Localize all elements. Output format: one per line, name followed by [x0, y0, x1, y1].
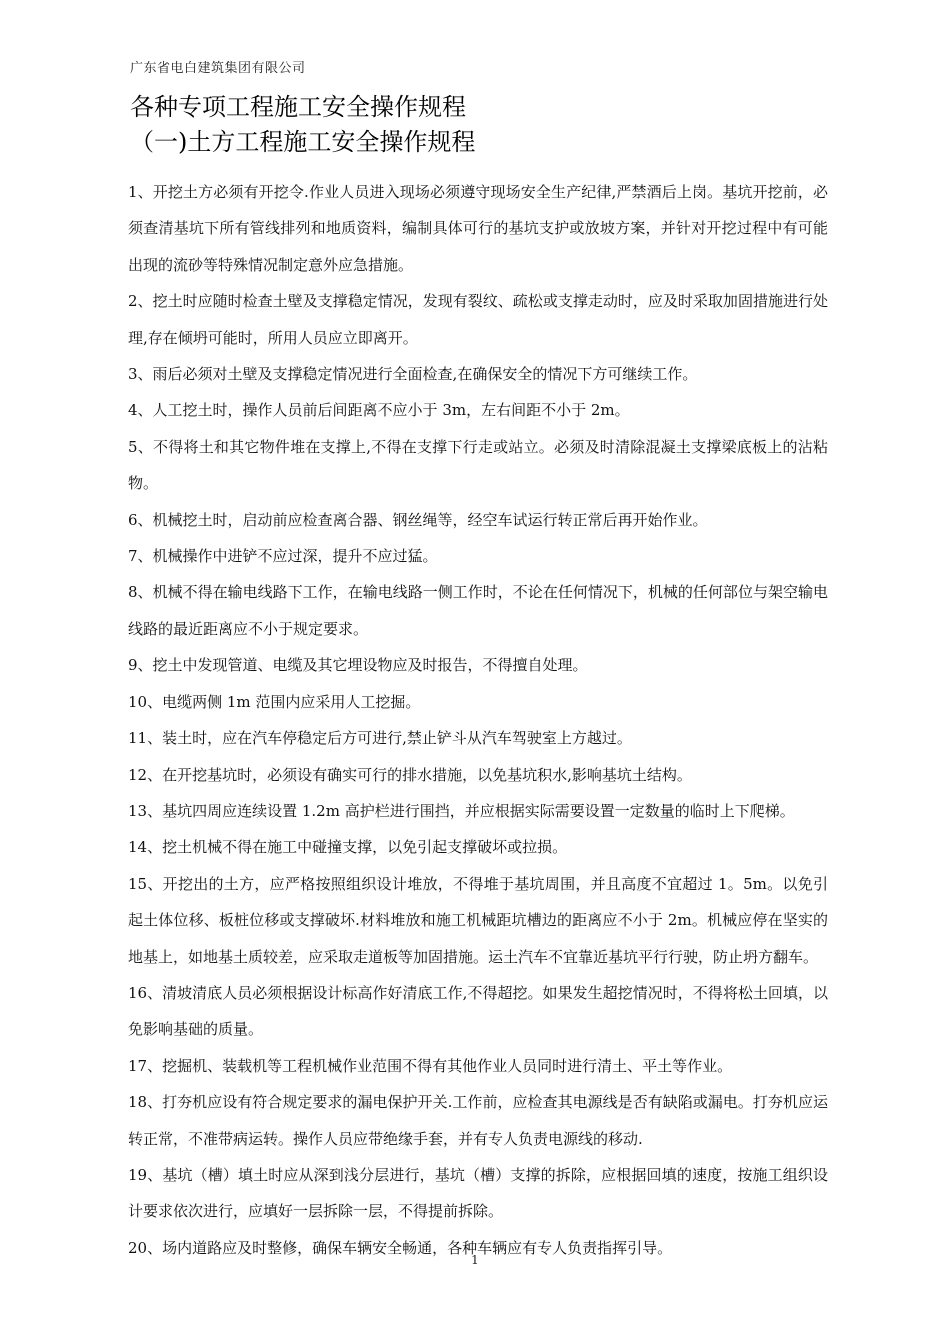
paragraph-9: 9、挖土中发现管道、电缆及其它埋设物应及时报告，不得擅自处理。: [128, 656, 588, 675]
document-title: 各种专项工程施工安全操作规程: [130, 93, 466, 121]
paragraph-18: 18、打夯机应设有符合规定要求的漏电保护开关.工作前，应检查其电源线是否有缺陷或漏电。打夯机应运转正常，不准带病运转。操作人员应带绝缘手套，并有专人负责电源线的移动.: [128, 1093, 828, 1148]
section-title: （一)土方工程施工安全操作规程: [130, 128, 476, 156]
paragraph-2: 2、挖土时应随时检查土壁及支撑稳定情况，发现有裂纹、疏松或支撑走动时，应及时采取加固措施进行处理,存在倾坍可能时，所用人员应立即离开。: [128, 292, 828, 347]
paragraph-4: 4、人工挖土时，操作人员前后间距离不应小于 3m，左右间距不小于 2m。: [128, 401, 630, 420]
page-number: 1: [471, 1253, 479, 1267]
paragraph-7: 7、机械操作中进铲不应过深，提升不应过猛。: [128, 547, 438, 566]
paragraph-11: 11、装土时，应在汽车停稳定后方可进行,禁止铲斗从汽车驾驶室上方越过。: [128, 729, 632, 748]
paragraph-19: 19、基坑（槽）填土时应从深到浅分层进行，基坑（槽）支撑的拆除，应根据回填的速度，按施工组织设计要求依次进行，应填好一层拆除一层，不得提前拆除。: [128, 1165, 828, 1221]
document-body: [128, 174, 828, 1266]
paragraph-6: 6、机械挖土时，启动前应检查离合器、钢丝绳等，经空车试运行转正常后再开始作业。: [128, 510, 708, 529]
paragraph-15: 15、开挖出的土方，应严格按照组织设计堆放，不得堆于基坑周围，并且高度不宜超过 1。5m。以免引起土体位移、板桩位移或支撑破坏.材料堆放和施工机械距坑槽边的距离应不小于 2m。机械应停在坚实的地基上，如地基土质较差，应采取走道板等加固措施。运土汽车不宜靠近基坑平行行驶，防止坍方翻车。: [128, 874, 828, 966]
paragraph-12: 12、在开挖基坑时，必须设有确实可行的排水措施，以免基坑积水,影响基坑土结构。: [128, 765, 692, 784]
paragraph-14: 14、挖土机械不得在施工中碰撞支撑，以免引起支撑破坏或拉损。: [128, 838, 568, 857]
paragraph-13: 13、基坑四周应连续设置 1.2m 高护栏进行围挡，并应根据实际需要设置一定数量的临时上下爬梯。: [128, 801, 795, 820]
paragraph-20: 20、场内道路应及时整修，确保车辆安全畅通，各种车辆应有专人负责指挥引导。: [128, 1238, 673, 1257]
company-header: 广东省电白建筑集团有限公司: [130, 61, 306, 76]
paragraph-8: 8、机械不得在输电线路下工作，在输电线路一侧工作时，不论在任何情况下，机械的任何部位与架空输电线路的最近距离应不小于规定要求。: [128, 583, 828, 638]
paragraph-3: 3、雨后必须对土壁及支撑稳定情况进行全面检查,在确保安全的情况下方可继续工作。: [128, 365, 698, 384]
paragraph-5: 5、不得将土和其它物件堆在支撑上,不得在支撑下行走或站立。必须及时清除混凝土支撑梁底板上的沾粘物。: [128, 437, 828, 493]
paragraph-1: 1、开挖土方必须有开挖令.作业人员进入现场必须遵守现场安全生产纪律,严禁酒后上岗。基坑开挖前，必须查清基坑下所有管线排列和地质资料，编制具体可行的基坑支护或放坡方案，并针对开挖过程中有可能出现的流砂等特殊情况制定意外应急措施。: [128, 183, 828, 274]
paragraph-16: 16、清坡清底人员必须根据设计标高作好清底工作,不得超挖。如果发生超挖情况时，不得将松土回填，以免影响基础的质量。: [128, 983, 828, 1039]
paragraph-10: 10、电缆两侧 1m 范围内应采用人工挖掘。: [128, 692, 421, 711]
paragraph-17: 17、挖掘机、装载机等工程机械作业范围不得有其他作业人员同时进行清土、平土等作业。: [128, 1056, 733, 1075]
